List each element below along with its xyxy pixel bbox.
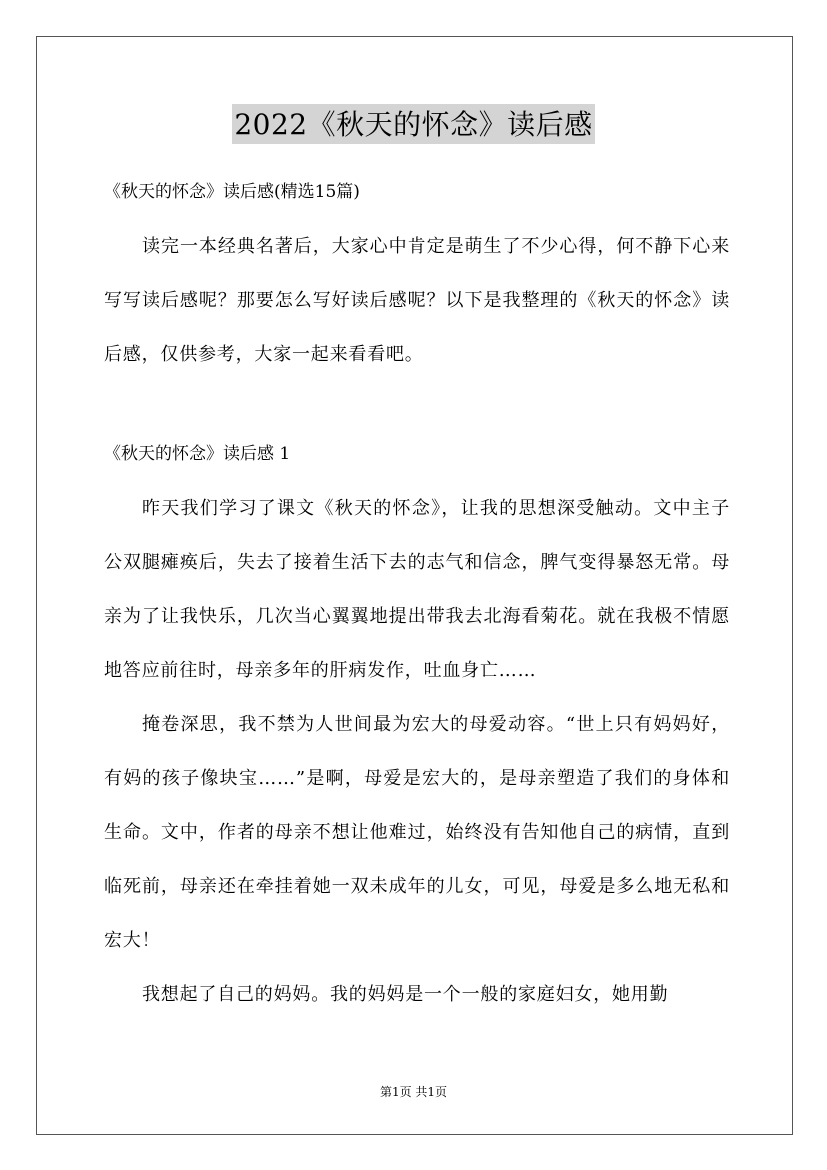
section-heading: 《秋天的怀念》读后感 1	[104, 444, 291, 464]
document-title: 2022《秋天的怀念》读后感	[232, 104, 594, 144]
document-body	[104, 170, 730, 1022]
body-paragraph: 掩卷深思，我不禁为人世间最为宏大的母爱动容。“世上只有妈妈好，有妈的孩子像块宝……”是啊，母爱是宏大的，是母亲塑造了我们的身体和生命。文中，作者的母亲不想让他难过，始终没有告知他自己的病情，直到临死前，母亲还在牵挂着她一双未成年的儿女，可见，母爱是多么地无私和宏大！	[104, 714, 730, 951]
section-spacer	[104, 382, 730, 432]
body-paragraph: 昨天我们学习了课文《秋天的怀念》，让我的思想深受触动。文中主子公双腿瘫痪后，失去了接着生活下去的志气和信念，脾气变得暴怒无常。母亲为了让我快乐，几次当心翼翼地提出带我去北海看菊花。就在我极不情愿地答应前往时，母亲多年的肝病发作，吐血身亡……	[104, 498, 730, 681]
document-subtitle: 《秋天的怀念》读后感(精选15篇)	[104, 182, 360, 202]
page-number: 第1页 共1页	[379, 1085, 448, 1099]
body-paragraph: 我想起了自己的妈妈。我的妈妈是一个一般的家庭妇女，她用勤	[142, 984, 669, 1005]
intro-paragraph: 读完一本经典名著后，大家心中肯定是萌生了不少心得，何不静下心来写写读后感呢？那要怎么写好读后感呢？以下是我整理的《秋天的怀念》读后感，仅供参考，大家一起来看看吧。	[104, 236, 730, 365]
title-container	[0, 104, 827, 144]
